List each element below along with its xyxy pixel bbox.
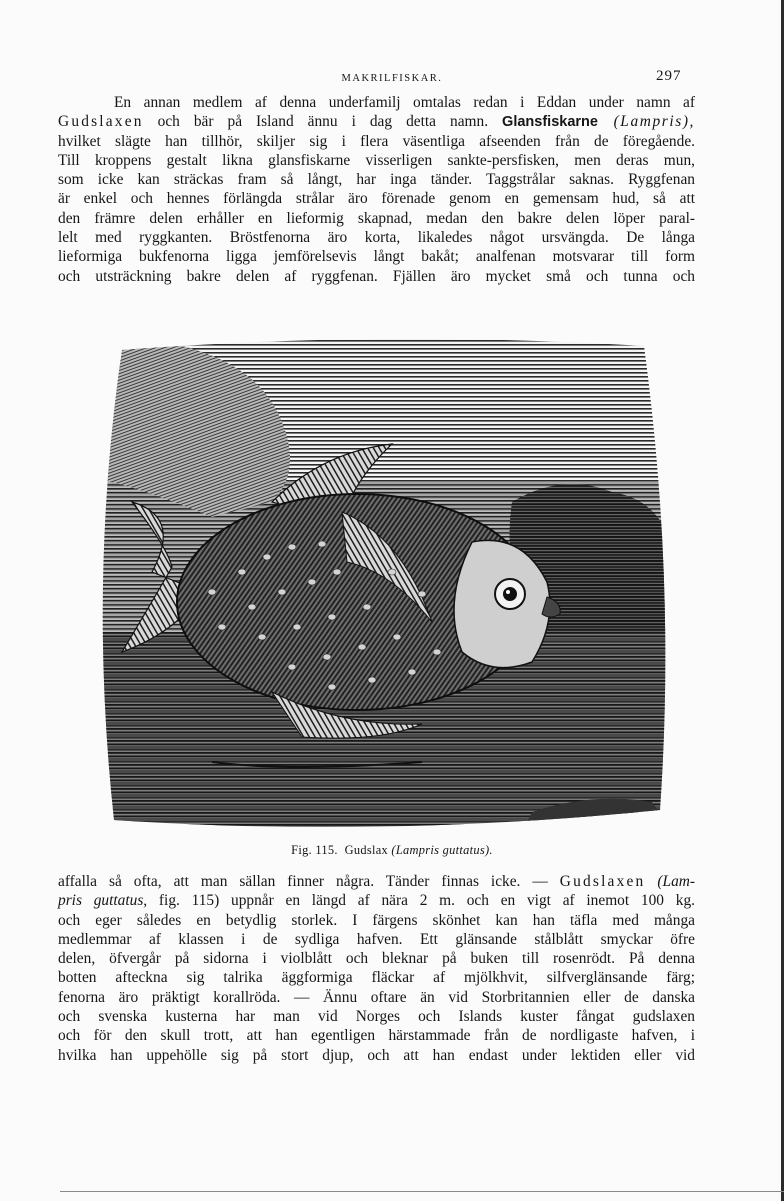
text-line: och för den skull trott, att han egentligen härstammade från de nordligaste hafven, i — [58, 1027, 695, 1045]
text-line: och utsträckning bakre delen af ryggfenan. Fjällen äro mycket små och tunna och — [58, 267, 695, 285]
latin-name: pris guttatus, — [58, 892, 148, 910]
text-line: medlemmar af klassen i de sydliga hafven. Ett glänsande stålblått smyckar öfre — [58, 930, 695, 948]
text-line: lelt med ryggkanten. Bröstfenorna äro korta, likaledes något ursvängda. De långa — [58, 229, 695, 247]
paragraph-top — [58, 93, 695, 286]
fish-illustration — [92, 332, 674, 832]
text-line: Gudslaxen och bär på Island ännu i dag detta namn. Glansfiskarne (Lampris), — [58, 113, 695, 131]
text-line: affalla så ofta, att man sällan finner några. Tänder finnas icke. — Gudslaxen (Lam- — [58, 873, 696, 890]
genus-name-bold: Glansfiskarne — [502, 114, 598, 131]
text-line: botten afteckna sig talrika äggformiga fläckar af mjölkhvit, silfverglänsande färg; — [58, 969, 695, 987]
text-line: lieformiga bukfenorna ligga jemförelsevis långt bakåt; analfenan motsvarar till form — [58, 248, 695, 266]
figure-number: Fig. 115. — [291, 843, 338, 857]
figure-caption — [0, 843, 784, 858]
species-name-spaced: Gudslaxen — [559, 873, 646, 890]
text-line: och eger således en betydlig storlek. I färgens skönhet kan han täfla med många — [58, 911, 695, 929]
text-line: är enkel och hennes förlängda strålar äro förenade genom en gemensam hud, så att — [58, 190, 695, 208]
text-line: pris guttatus, fig. 115) uppnår en längd af nära 2 m. och en vigt af inemot 100 kg. — [58, 892, 695, 910]
page-number: 297 — [656, 68, 682, 84]
figure-latin-name: (Lampris guttatus). — [391, 843, 493, 857]
text-line: hvilka han uppehölle sig på stort djup, och att han endast under lektiden eller vid — [58, 1046, 695, 1064]
text-line: hvilket slägte han tillhör, skiljer sig i flera väsentliga afseenden från de föregående. — [58, 132, 695, 150]
text-line: som icke kan sträckas fram så långt, har inga tänder. Taggstrålar saknas. Ryggfenan — [58, 171, 695, 189]
paragraph-bottom — [58, 872, 695, 1065]
text-line: fenorna äro präktigt korallröda. — Ännu oftare än vid Storbritannien eller de danska — [58, 988, 695, 1006]
figure-common-name: Gudslax — [344, 843, 389, 857]
text-line: den främre delen erhåller en lieformig skapnad, medan den bakre delen löper paral- — [58, 209, 695, 227]
page-bottom-rule — [60, 1191, 784, 1192]
text-line: och svenska kusterna har man vid Norges och Islands kuster fångat gudslaxen — [58, 1008, 695, 1026]
latin-genus: (Lampris), — [597, 113, 695, 131]
running-head: MAKRILFISKAR. — [341, 73, 443, 84]
latin-name: (Lam- — [645, 873, 696, 890]
species-name-spaced: Gudslaxen — [58, 113, 144, 131]
text-line: Till kroppens gestalt likna glansfiskarne visserligen sankte-persfisken, men deras mun, — [58, 151, 695, 169]
text-line: delen, öfvergår på sidorna i violblått och bleknar på buken till rosenrödt. På denna — [58, 950, 695, 968]
text-line: En annan medlem af denna underfamilj omtalas redan i Eddan under namn af — [114, 94, 695, 111]
